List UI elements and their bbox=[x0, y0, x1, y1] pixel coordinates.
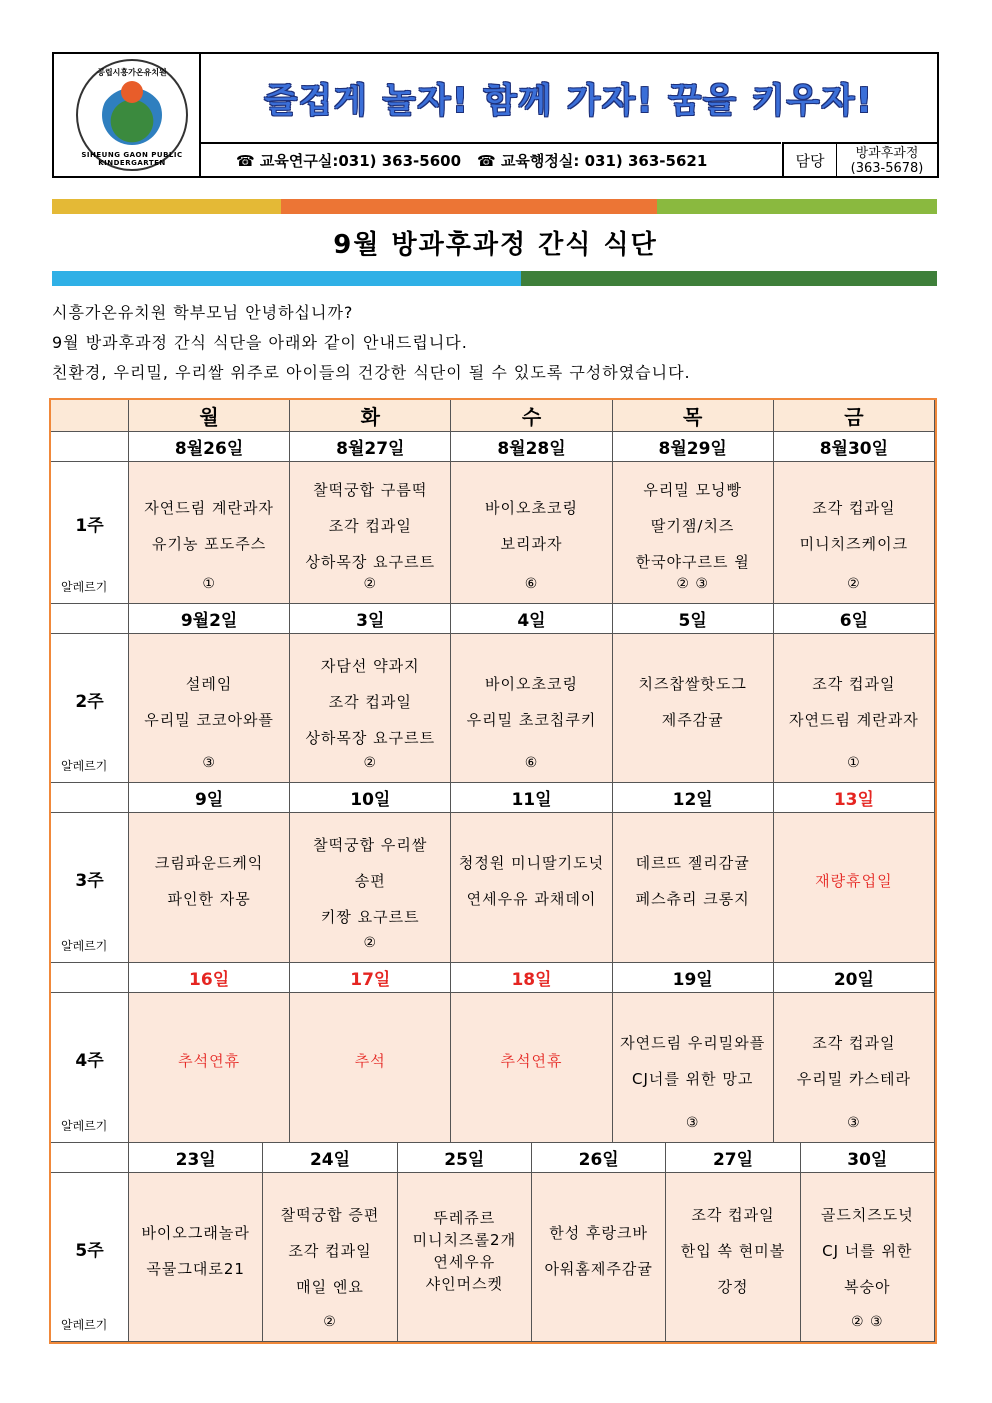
date-cell: 8월30일 bbox=[774, 432, 935, 462]
week-label-cell bbox=[51, 634, 129, 783]
week-date-spacer bbox=[51, 963, 129, 993]
menu-item: 데르뜨 젤리감귤 bbox=[635, 854, 750, 872]
menu-cell bbox=[451, 462, 612, 604]
week-label-cell bbox=[51, 813, 129, 963]
week-label-cell bbox=[51, 462, 129, 604]
kindergarten-logo bbox=[76, 59, 188, 171]
week-label: 5주 bbox=[75, 1240, 104, 1261]
allergy-code: ② bbox=[363, 935, 378, 951]
menu-item: 우리밀 코코아와플 bbox=[144, 710, 274, 729]
menu-item: 조각 컵과일 bbox=[691, 1205, 775, 1224]
date-cell: 30일 bbox=[801, 1143, 935, 1173]
allergy-code: ② bbox=[847, 576, 861, 592]
date-cell: 12일 bbox=[613, 783, 774, 813]
menu-cell bbox=[774, 813, 935, 963]
menu-cell bbox=[451, 993, 612, 1143]
menu-cell bbox=[290, 634, 451, 783]
week-label: 4주 bbox=[75, 1051, 104, 1071]
menu-cell bbox=[532, 1173, 666, 1342]
menu-item: 송편 bbox=[354, 872, 386, 890]
menu-cell bbox=[801, 1173, 935, 1342]
menu-item: 딸기잼/치즈 bbox=[650, 517, 735, 535]
menu-item: 청정원 미니딸기도넛 bbox=[458, 854, 605, 872]
menu-item: 추석 bbox=[354, 1052, 386, 1070]
charge-value bbox=[837, 142, 937, 176]
menu-item: 곡물그대로21 bbox=[146, 1259, 245, 1278]
date-cell: 24일 bbox=[263, 1143, 397, 1173]
week-date-spacer bbox=[51, 783, 129, 813]
charge-value-line-2: (363-5678) bbox=[850, 161, 924, 176]
menu-item: 자연드림 계란과자 bbox=[144, 499, 274, 517]
logo-child-icon bbox=[121, 81, 143, 103]
menu-item: 파인한 자몽 bbox=[167, 890, 251, 908]
menu-item: 키짱 요구르트 bbox=[320, 908, 420, 926]
allergy-code: ② bbox=[323, 1314, 337, 1330]
menu-item: 설레임 bbox=[185, 674, 233, 693]
header-box bbox=[52, 52, 939, 178]
menu-item: 아워홈제주감귤 bbox=[544, 1259, 653, 1278]
menu-cell bbox=[666, 1173, 800, 1342]
menu-item: 상하목장 요구르트 bbox=[305, 728, 436, 747]
allergy-code: ② ③ bbox=[676, 576, 709, 592]
menu-item: 치즈찹쌀핫도그 bbox=[638, 674, 747, 693]
week-date-spacer bbox=[51, 604, 129, 634]
menu-cell bbox=[613, 634, 774, 783]
snack-menu-table bbox=[49, 398, 937, 1344]
bottom-bar-blue bbox=[52, 271, 521, 286]
date-cell: 8월27일 bbox=[290, 432, 451, 462]
menu-item: 찰떡궁합 구름떡 bbox=[313, 481, 428, 499]
logo-cell bbox=[54, 54, 201, 176]
date-cell: 11일 bbox=[451, 783, 612, 813]
menu-cell bbox=[398, 1173, 532, 1342]
menu-item: 조각 컵과일 bbox=[288, 1241, 372, 1260]
menu-item: 바이오초코링 bbox=[485, 674, 578, 693]
date-cell: 25일 bbox=[398, 1143, 532, 1173]
date-cell: 16일 bbox=[129, 963, 290, 993]
phone-research: ☎ 교육연구실:031) 363-5600 bbox=[236, 151, 462, 170]
date-cell: 3일 bbox=[290, 604, 451, 634]
menu-item: CJ 너를 위한 bbox=[822, 1241, 913, 1260]
menu-cell bbox=[613, 462, 774, 604]
allergy-code: ② bbox=[363, 576, 378, 592]
date-cell: 23일 bbox=[129, 1143, 263, 1173]
menu-cell bbox=[290, 993, 451, 1143]
allergy-code: ③ bbox=[847, 1115, 861, 1131]
bottom-bar-darkgreen bbox=[521, 271, 937, 286]
menu-cell bbox=[613, 993, 774, 1143]
menu-cell bbox=[774, 634, 935, 783]
menu-cell bbox=[129, 1173, 263, 1342]
top-bar-yellow bbox=[52, 199, 281, 214]
header-day-0: 월 bbox=[129, 400, 290, 432]
menu-cell bbox=[290, 462, 451, 604]
menu-item: 찰떡궁합 우리쌀 bbox=[313, 836, 428, 854]
menu-item: 강정 bbox=[717, 1277, 749, 1296]
menu-item: 한입 쏙 현미볼 bbox=[680, 1241, 786, 1260]
contact-info bbox=[201, 142, 781, 176]
menu-item: 자연드림 계란과자 bbox=[789, 710, 919, 729]
date-cell: 9월2일 bbox=[129, 604, 290, 634]
allergy-label: 알레르기 bbox=[61, 1318, 108, 1332]
menu-item: 찰떡궁합 증편 bbox=[280, 1205, 380, 1224]
slogan: 즐겁게 놀자! 함께 가자! 꿈을 키우자! bbox=[264, 80, 874, 121]
menu-item: 상하목장 요구르트 bbox=[305, 553, 436, 571]
page-title: 9월 방과후과정 간식 식단 bbox=[333, 230, 658, 260]
menu-item: 조각 컵과일 bbox=[812, 499, 896, 517]
charge-value-line-1: 방과후과정 bbox=[855, 146, 919, 161]
menu-item: 뚜레쥬르 bbox=[433, 1208, 496, 1227]
intro-line-3: 친환경, 우리밀, 우리쌀 위주로 아이들의 건강한 식단이 될 수 있도록 구성하였습니다. bbox=[52, 363, 691, 382]
date-cell: 6일 bbox=[774, 604, 935, 634]
menu-item: 바이오초코링 bbox=[485, 499, 578, 517]
menu-item: 자연드림 우리밀와플 bbox=[620, 1034, 766, 1052]
date-cell: 26일 bbox=[532, 1143, 666, 1173]
date-cell: 13일 bbox=[774, 783, 935, 813]
menu-item: 바이오그래놀라 bbox=[141, 1223, 250, 1242]
menu-item: 재량휴업일 bbox=[815, 872, 893, 890]
allergy-code: ③ bbox=[685, 1115, 700, 1131]
menu-cell bbox=[129, 993, 290, 1143]
menu-item: 조각 컵과일 bbox=[812, 1034, 896, 1052]
allergy-code: ① bbox=[202, 576, 216, 592]
header-day-1: 화 bbox=[290, 400, 451, 432]
header-day-4: 금 bbox=[774, 400, 935, 432]
menu-cell bbox=[129, 634, 290, 783]
week-label: 1주 bbox=[75, 516, 104, 536]
date-cell: 9일 bbox=[129, 783, 290, 813]
header-corner-cell bbox=[51, 400, 129, 432]
menu-item: 자담선 약과지 bbox=[320, 656, 420, 675]
menu-item: 우리밀 카스테라 bbox=[796, 1070, 911, 1088]
menu-cell bbox=[613, 813, 774, 963]
menu-item: 페스츄리 크롱지 bbox=[635, 890, 750, 908]
top-bar-orange bbox=[281, 199, 657, 214]
menu-item: 한성 후랑크바 bbox=[549, 1223, 649, 1242]
allergy-code: ② ③ bbox=[851, 1314, 884, 1330]
intro-line-1: 시흥가온유치원 학부모님 안녕하십니까? bbox=[52, 303, 354, 322]
date-cell: 5일 bbox=[613, 604, 774, 634]
week-label-cell bbox=[51, 1173, 129, 1342]
menu-item: 복숭아 bbox=[844, 1277, 891, 1296]
menu-cell bbox=[774, 993, 935, 1143]
menu-item: 조각 컵과일 bbox=[328, 517, 412, 535]
menu-item: 유기농 포도주스 bbox=[151, 535, 267, 553]
menu-item: 크림파운드케익 bbox=[154, 854, 264, 872]
date-cell: 19일 bbox=[613, 963, 774, 993]
allergy-code: ⑥ bbox=[524, 576, 539, 592]
allergy-label: 알레르기 bbox=[61, 939, 108, 953]
menu-item: 매일 엔요 bbox=[296, 1277, 364, 1296]
menu-item: 추석연휴 bbox=[178, 1052, 241, 1070]
week-label-cell bbox=[51, 993, 129, 1143]
menu-item: 추석연휴 bbox=[500, 1052, 563, 1070]
menu-cell bbox=[129, 813, 290, 963]
week-date-spacer bbox=[51, 432, 129, 462]
menu-item: 골드치즈도넛 bbox=[820, 1205, 914, 1224]
menu-item: 제주감귤 bbox=[661, 710, 724, 729]
menu-item: 조각 컵과일 bbox=[328, 692, 412, 711]
phone-admin: ☎ 교육행정실: 031) 363-5621 bbox=[477, 151, 708, 170]
menu-item: 보리과자 bbox=[500, 535, 563, 553]
week-date-spacer bbox=[51, 1143, 129, 1173]
menu-item: 우리밀 초코칩쿠키 bbox=[466, 710, 597, 729]
allergy-code: ② bbox=[363, 755, 378, 771]
menu-cell bbox=[290, 813, 451, 963]
logo-text-bottom: SIHEUNG GAON PUBLIC KINDERGARTEN bbox=[81, 151, 183, 167]
allergy-label: 알레르기 bbox=[61, 1119, 108, 1133]
menu-cell bbox=[263, 1173, 397, 1342]
date-cell: 18일 bbox=[451, 963, 612, 993]
intro-line-2: 9월 방과후과정 간식 식단을 아래와 같이 안내드립니다. bbox=[52, 333, 468, 352]
allergy-code: ③ bbox=[202, 755, 216, 771]
allergy-code: ⑥ bbox=[524, 755, 539, 771]
date-cell: 8월28일 bbox=[451, 432, 612, 462]
charge-label: 담당 bbox=[782, 142, 837, 176]
top-bar-green bbox=[657, 199, 937, 214]
menu-cell bbox=[451, 634, 612, 783]
date-cell: 8월29일 bbox=[613, 432, 774, 462]
menu-item: 연세우유 bbox=[433, 1252, 496, 1271]
menu-item: 미니치즈케이크 bbox=[799, 535, 909, 553]
menu-item: 우리밀 모닝빵 bbox=[643, 481, 743, 499]
date-cell: 27일 bbox=[666, 1143, 800, 1173]
menu-item: 연세우유 과채데이 bbox=[466, 890, 597, 908]
header-day-2: 수 bbox=[451, 400, 612, 432]
menu-item: 한국야구르트 윌 bbox=[635, 553, 750, 571]
week-label: 2주 bbox=[75, 691, 104, 712]
menu-item: 조각 컵과일 bbox=[812, 674, 896, 693]
menu-cell bbox=[451, 813, 612, 963]
header-day-3: 목 bbox=[613, 400, 774, 432]
allergy-label: 알레르기 bbox=[61, 759, 108, 773]
allergy-code: ① bbox=[847, 755, 861, 771]
date-cell: 17일 bbox=[290, 963, 451, 993]
menu-cell bbox=[129, 462, 290, 604]
week-label: 3주 bbox=[75, 871, 104, 891]
date-cell: 20일 bbox=[774, 963, 935, 993]
allergy-label: 알레르기 bbox=[61, 580, 108, 594]
date-cell: 8월26일 bbox=[129, 432, 290, 462]
logo-text-top: 공립시흥가온유치원 bbox=[97, 68, 167, 77]
menu-item: 미니치즈롤2개 bbox=[412, 1230, 517, 1249]
menu-item: 샤인머스켓 bbox=[425, 1274, 504, 1293]
date-cell: 10일 bbox=[290, 783, 451, 813]
date-cell: 4일 bbox=[451, 604, 612, 634]
menu-cell bbox=[774, 462, 935, 604]
menu-item: CJ너를 위한 망고 bbox=[632, 1070, 754, 1088]
